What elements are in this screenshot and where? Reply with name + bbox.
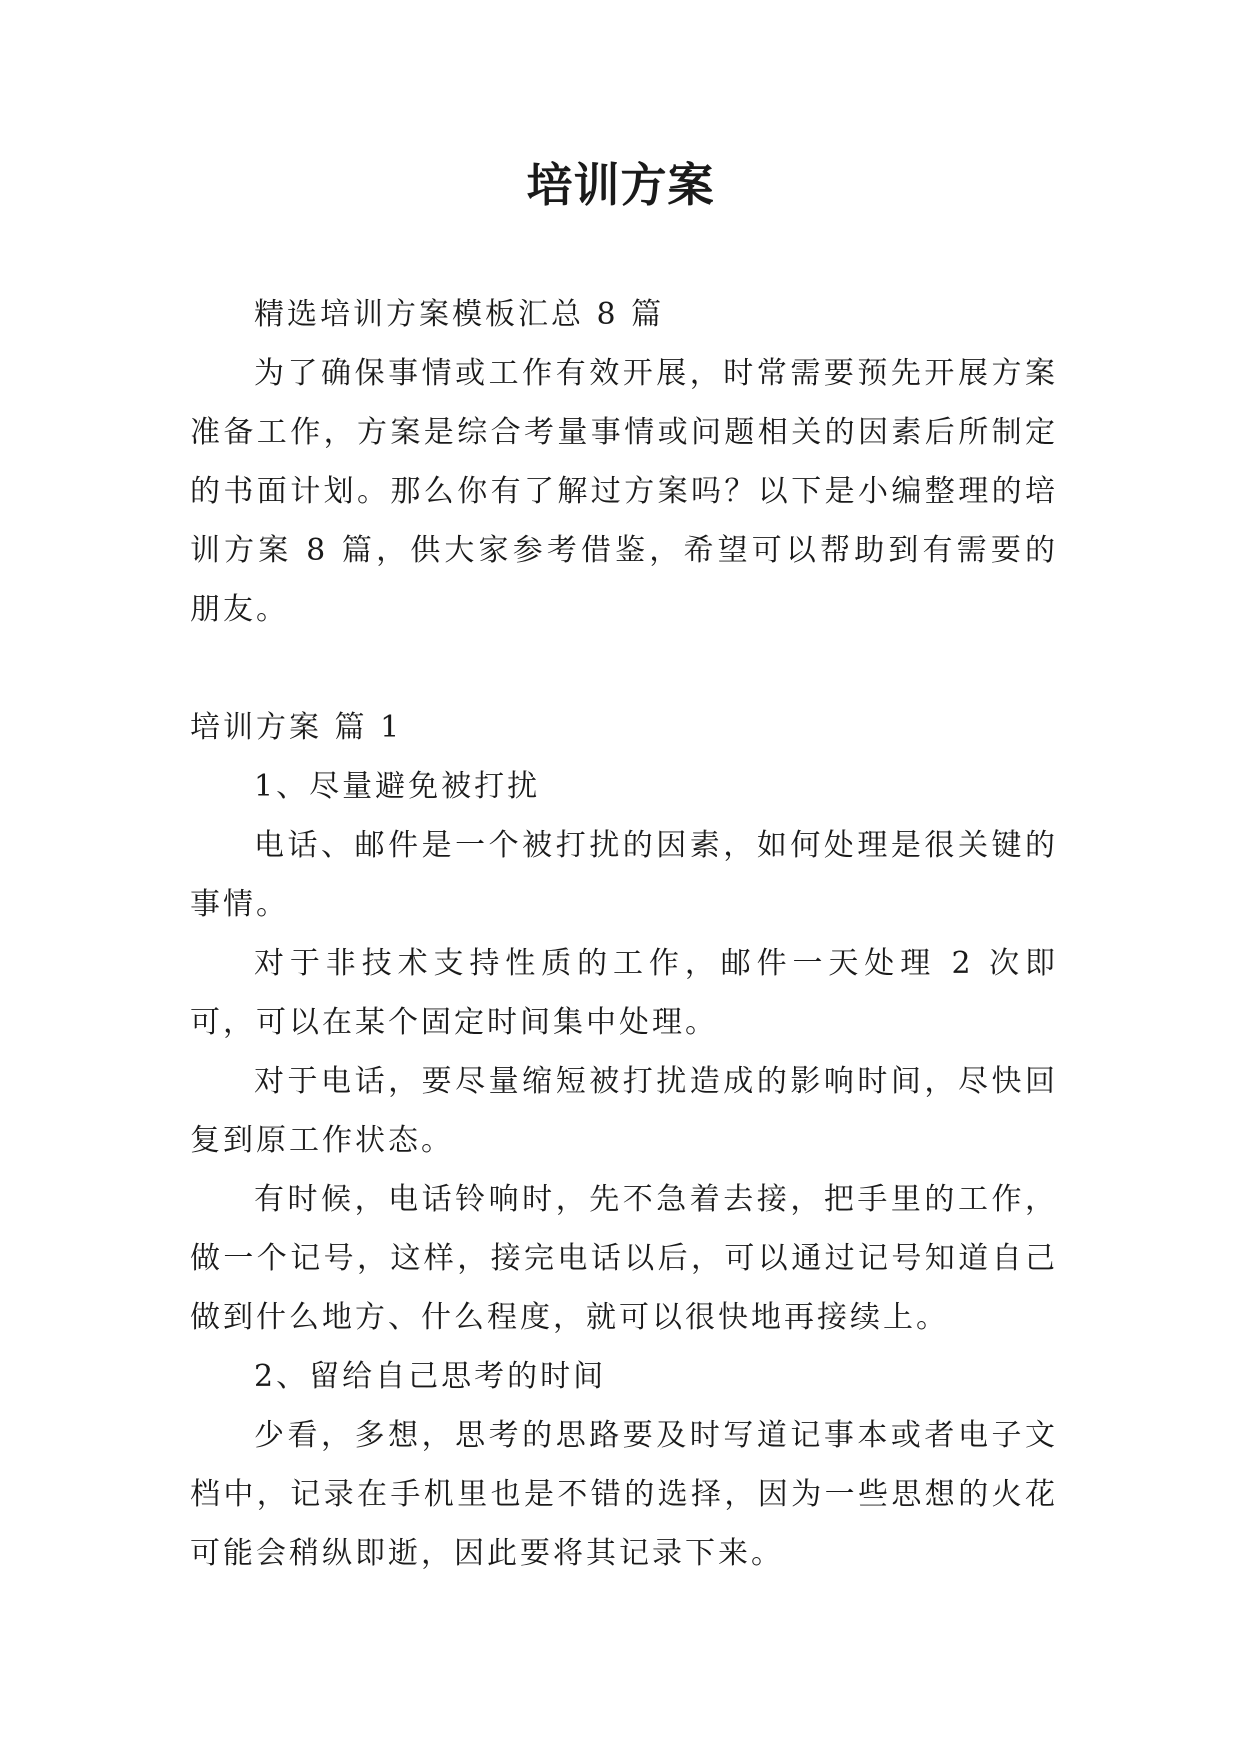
paragraph-item-1-heading: 1、尽量避免被打扰	[254, 769, 541, 804]
paragraph-intro: 为了确保事情或工作有效开展，时常需要预先开展方案准备工作，方案是综合考量事情或问题相关的因素后所制定的书面计划。那么你有了解过方案吗？以下是小编整理的培训方案 8 篇，供大家参考借鉴，希望可以帮助到有需要的朋友。	[190, 356, 1058, 627]
paragraph: 少看，多想，思考的思路要及时写道记事本或者电子文档中，记录在手机里也是不错的选择，因为一些思想的火花可能会稍纵即逝，因此要将其记录下来。	[190, 1418, 1058, 1571]
paragraph: 有时候，电话铃响时，先不急着去接，把手里的工作，做一个记号，这样，接完电话以后，可以通过记号知道自己做到什么地方、什么程度，就可以很快地再接续上。	[190, 1182, 1058, 1335]
document-body	[190, 285, 1058, 1583]
paragraph: 电话、邮件是一个被打扰的因素，如何处理是很关键的事情。	[190, 828, 1058, 922]
document-title: 培训方案	[526, 158, 715, 212]
paragraph-subtitle: 精选培训方案模板汇总 8 篇	[254, 297, 665, 332]
paragraph-item-2-heading: 2、留给自己思考的时间	[254, 1359, 607, 1394]
paragraph: 对于电话，要尽量缩短被打扰造成的影响时间，尽快回复到原工作状态。	[190, 1064, 1058, 1158]
section-heading: 培训方案 篇 1	[190, 710, 403, 745]
paragraph: 对于非技术支持性质的工作，邮件一天处理 2 次即可，可以在某个固定时间集中处理。	[190, 946, 1058, 1040]
section-gap	[190, 639, 1058, 698]
